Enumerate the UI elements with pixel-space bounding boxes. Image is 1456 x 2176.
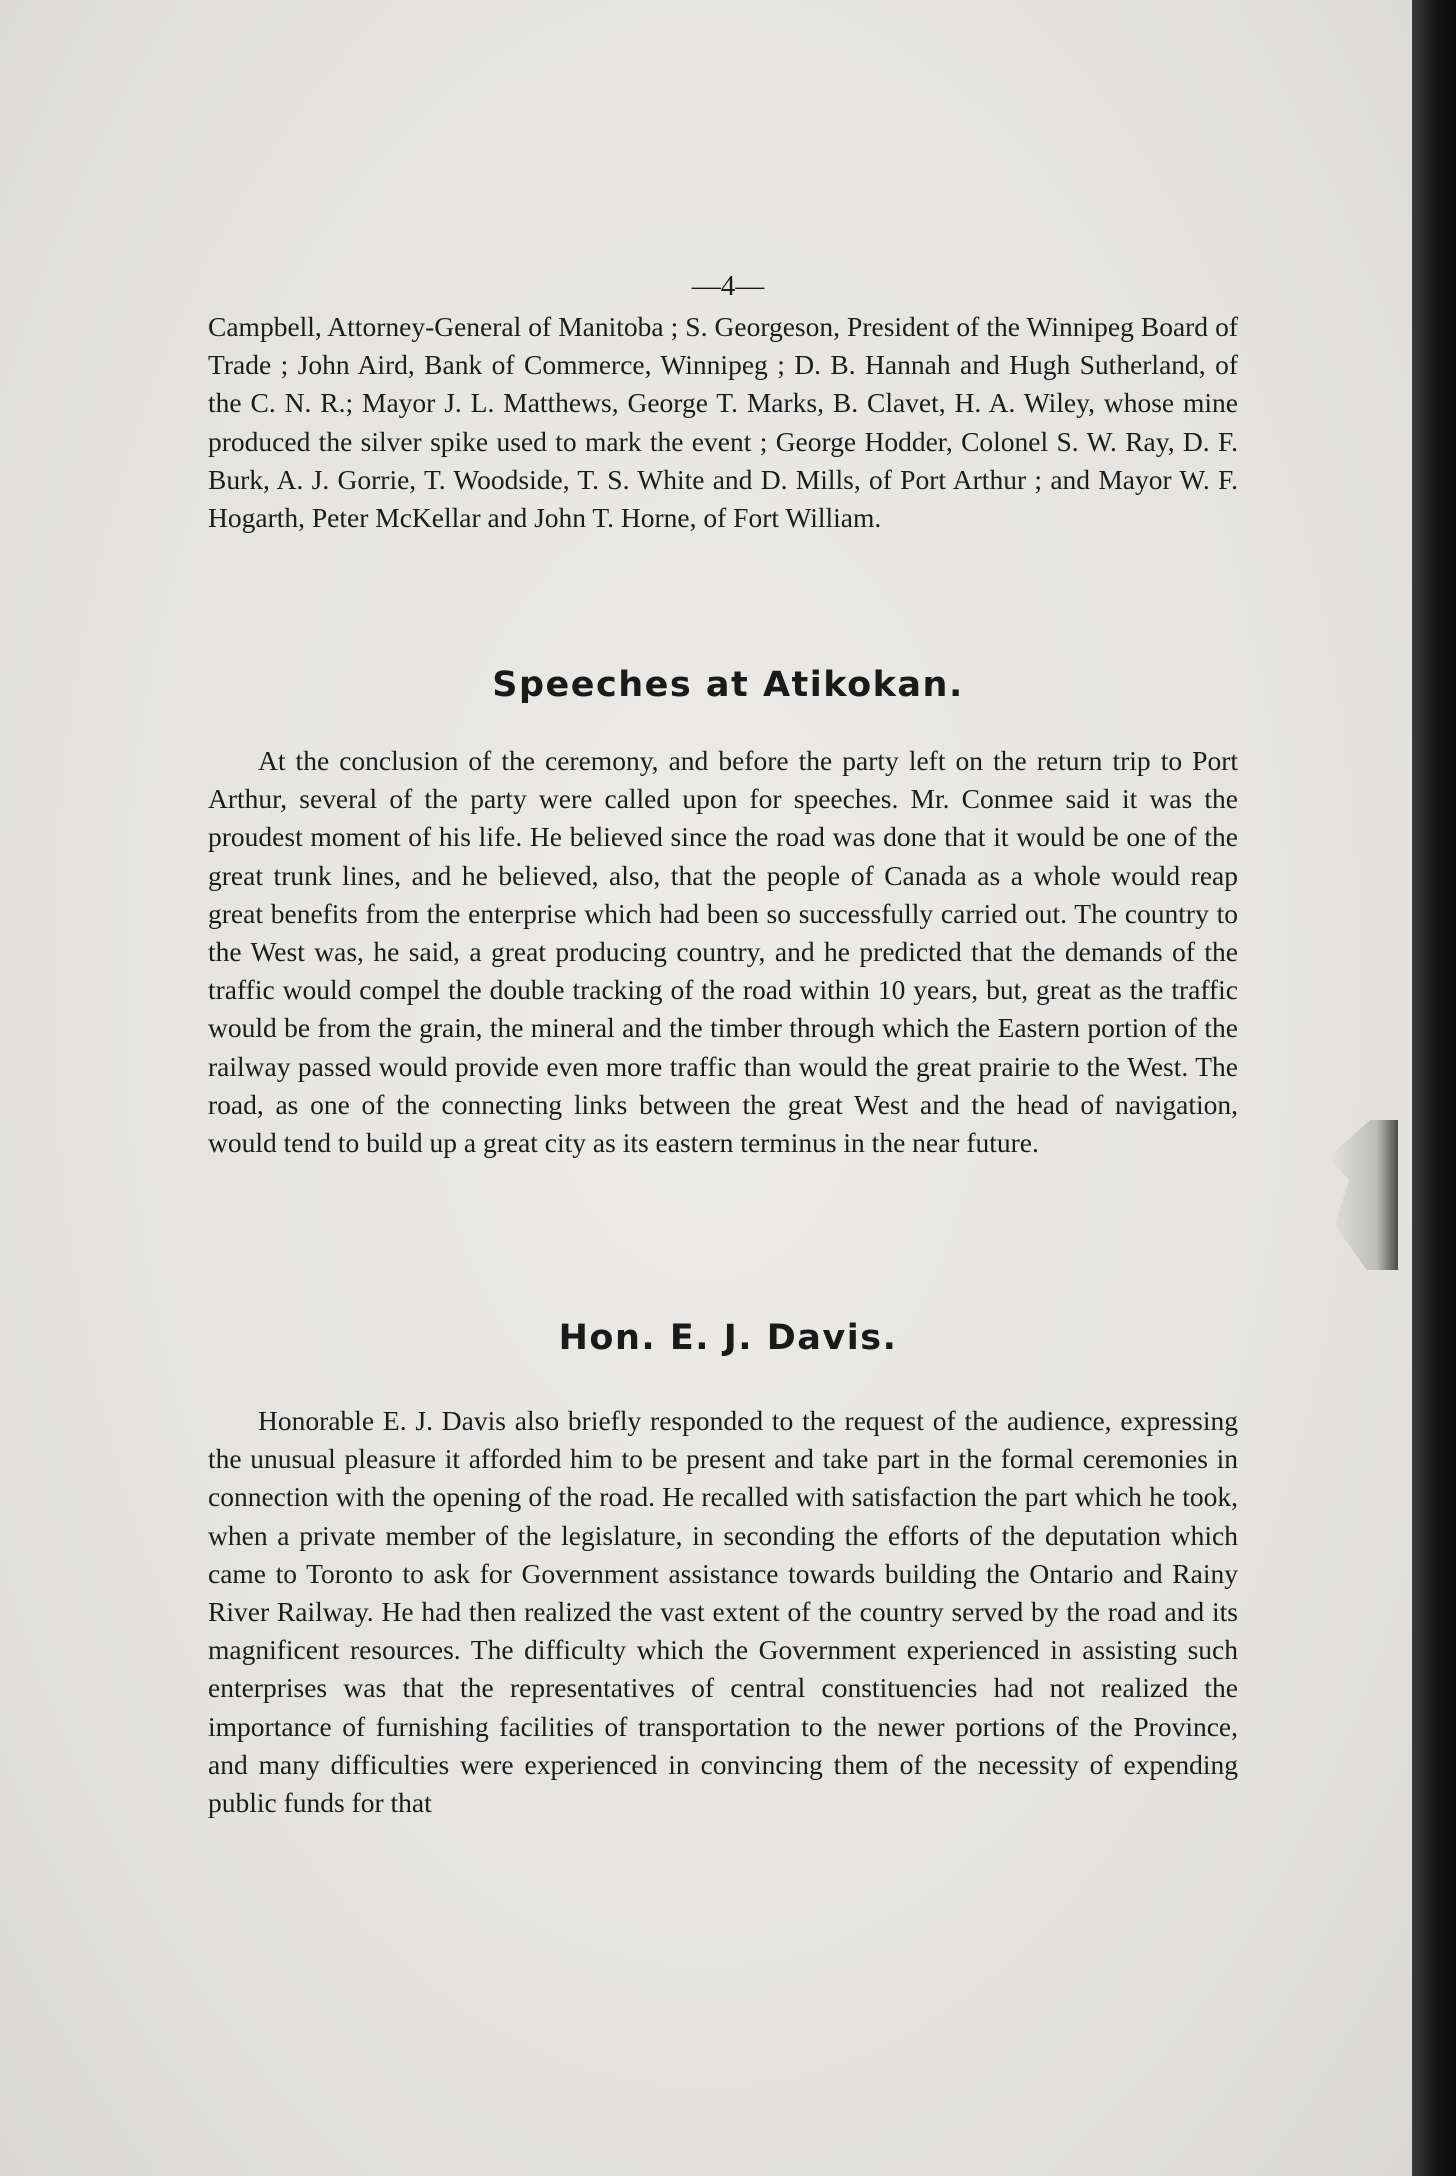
opening-paragraph-block	[208, 308, 1238, 537]
speeches-paragraph-block	[208, 742, 1238, 1162]
section-heading-davis: Hon. E. J. Davis.	[558, 1318, 898, 1358]
book-binding-edge	[1412, 0, 1456, 2176]
opening-paragraph: Campbell, Attorney-General of Manitoba ; S. Georgeson, President of the Winnipeg Board of Trade ; John Aird, Bank of Commerce, Winnipeg ; D. B. Hannah and Hugh Sutherland, of the C. N. R.; Mayor J. L. Matthews, George T. Marks, B. Clavet, H. A. Wiley, whose mine produced the silver spike used to mark the event ; George Hodder, Colonel S. W. Ray, D. F. Burk, A. J. Gorrie, T. Woodside, T. S. White and D. Mills, of Port Arthur ; and Mayor W. F. Hogarth, Peter McKellar and John T. Horne, of Fort William.	[208, 311, 1238, 534]
davis-paragraph: Honorable E. J. Davis also briefly responded to the request of the audience, expressing the unusual pleasure it afforded him to be present and take part in the formal ceremonies in connection with the opening of the road. He recalled with satisfaction the part which he took, when a private member of the legislature, in seconding the efforts of the deputation which came to Toronto to ask for Government assistance towards building the Ontario and Rainy River Railway. He had then realized the vast extent of the country served by the road and its magnificent resources. The difficulty which the Government experienced in assisting such enterprises was that the representatives of central constituencies had not realized the importance of furnishing facilities of transportation to the newer portions of the Province, and many difficulties were experienced in convincing them of the necessity of expending public funds for that	[208, 1405, 1238, 1819]
davis-paragraph-block	[208, 1402, 1238, 1822]
section-heading-speeches: Speeches at Atikokan.	[492, 665, 964, 705]
page-number: —4—	[691, 270, 765, 302]
page-tear	[1328, 1120, 1398, 1270]
speeches-paragraph: At the conclusion of the ceremony, and before the party left on the return trip to Port Arthur, several of the party were called upon for speeches. Mr. Conmee said it was the proudest moment of his life. He believed since the road was done that it would be one of the great trunk lines, and he believed, also, that the people of Canada as a whole would reap great benefits from the enterprise which had been so successfully carried out. The country to the West was, he said, a great producing country, and he predicted that the demands of the traffic would compel the double tracking of the road within 10 years, but, great as the traffic would be from the grain, the mineral and the timber through which the Eastern portion of the railway passed would provide even more traffic than would the great prairie to the West. The road, as one of the connecting links between the great West and the head of navigation, would tend to build up a great city as its eastern terminus in the near future.	[208, 745, 1238, 1159]
